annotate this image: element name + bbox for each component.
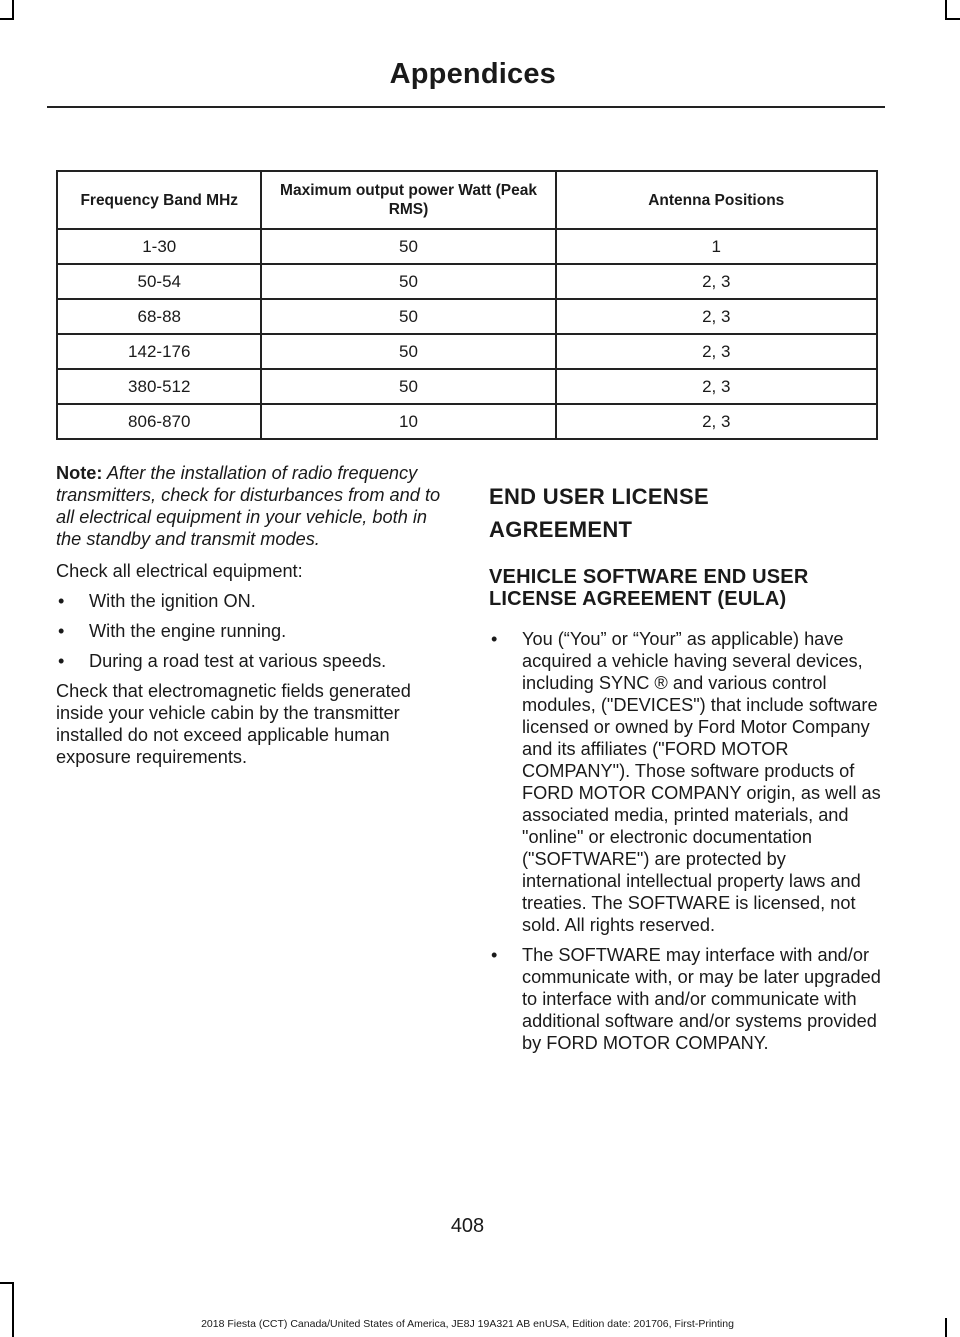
list-item (489, 628, 881, 936)
list-item (56, 620, 451, 642)
list-item-text: You (“You” or “Your” as applicable) have acquired a vehicle having several devices, including SYNC ® and various control modules, ("DEVICES") that include software licensed or owned by Ford Motor Company and its affiliates ("FORD MOTOR COMPANY"). Those software products of FORD MOTOR COMPANY origin, as well as associated media, printed materials, and "online" or electronic documentation ("SOFTWARE") are protected by international intellectual property laws and treaties. The SOFTWARE is licensed, not sold. All rights reserved. (522, 629, 881, 935)
table-row (57, 299, 877, 334)
list-item-text: The SOFTWARE may interface with and/or communicate with, or may be later upgraded to interface with and/or communicate with additional software and/or systems provided by FORD MOTOR COMPANY. (522, 945, 881, 1053)
list-item-text: With the ignition ON. (89, 591, 256, 611)
table-cell: 142-176 (57, 334, 261, 369)
table-cell: 10 (261, 404, 555, 439)
table-cell: 2, 3 (556, 299, 877, 334)
table-cell: 1-30 (57, 229, 261, 264)
bullet-icon: • (491, 629, 498, 649)
subsection-title: VEHICLE SOFTWARE END USER LICENSE AGREEMENT (EULA) (489, 566, 809, 610)
list-item (56, 650, 451, 672)
bullet-icon: • (58, 621, 65, 641)
crop-mark (945, 0, 947, 20)
table-cell: 2, 3 (556, 264, 877, 299)
section-title-line: END USER LICENSE (489, 484, 709, 509)
table-row (57, 404, 877, 439)
note-label: Note: (56, 463, 103, 483)
crop-mark (0, 18, 14, 20)
page-number: 408 (450, 1215, 485, 1237)
table-cell: 806-870 (57, 404, 261, 439)
crop-mark (945, 18, 960, 20)
bullet-list (489, 628, 881, 1054)
note-text: After the installation of radio frequency transmitters, check for disturbances from and to all electrical equipment in your vehicle, both in the standby and transmit modes. (56, 463, 441, 549)
table-cell: 50 (261, 369, 555, 404)
table-cell: 50 (261, 299, 555, 334)
crop-mark (945, 1318, 947, 1337)
list-item-text: During a road test at various speeds. (89, 651, 387, 671)
table-cell: 68-88 (57, 299, 261, 334)
table-cell: 50 (261, 264, 555, 299)
frequency-table (56, 170, 878, 440)
page-title: Appendices (389, 58, 556, 90)
bullet-icon: • (58, 591, 65, 611)
section-title-line: AGREEMENT (489, 517, 633, 542)
crop-mark (0, 1282, 14, 1284)
bullet-icon: • (58, 651, 65, 671)
table-cell: 1 (556, 229, 877, 264)
paragraph: Check that electromagnetic fields generated inside your vehicle cabin by the transmitter installed do not exceed applicable human exposure requirements. (56, 681, 411, 767)
left-column (56, 462, 451, 776)
table-row (57, 369, 877, 404)
table-cell: 50 (261, 229, 555, 264)
list-item-text: With the engine running. (89, 621, 287, 641)
footer: 2018 Fiesta (CCT) Canada/United States of America, JE8J 19A321 AB enUSA, Edition date: 201706, First-Printing (201, 1318, 734, 1330)
list-item (489, 944, 881, 1054)
table-cell: 2, 3 (556, 404, 877, 439)
paragraph: Check all electrical equipment: (56, 561, 303, 581)
table-row (57, 229, 877, 264)
crop-mark (12, 0, 14, 20)
title-divider (47, 106, 885, 108)
column-header: Antenna Positions (556, 171, 877, 229)
column-header: Frequency Band MHz (57, 171, 261, 229)
bullet-icon: • (491, 945, 498, 965)
bullet-list (56, 590, 451, 672)
table-cell: 2, 3 (556, 369, 877, 404)
table-cell: 2, 3 (556, 334, 877, 369)
table-cell: 380-512 (57, 369, 261, 404)
table-cell: 50-54 (57, 264, 261, 299)
list-item (56, 590, 451, 612)
table-header-row (57, 171, 877, 229)
right-column (489, 462, 881, 1062)
table-row (57, 334, 877, 369)
column-header: Maximum output power Watt (Peak RMS) (261, 171, 555, 229)
note (56, 462, 451, 550)
section-title (489, 482, 881, 544)
table-row (57, 264, 877, 299)
table-cell: 50 (261, 334, 555, 369)
